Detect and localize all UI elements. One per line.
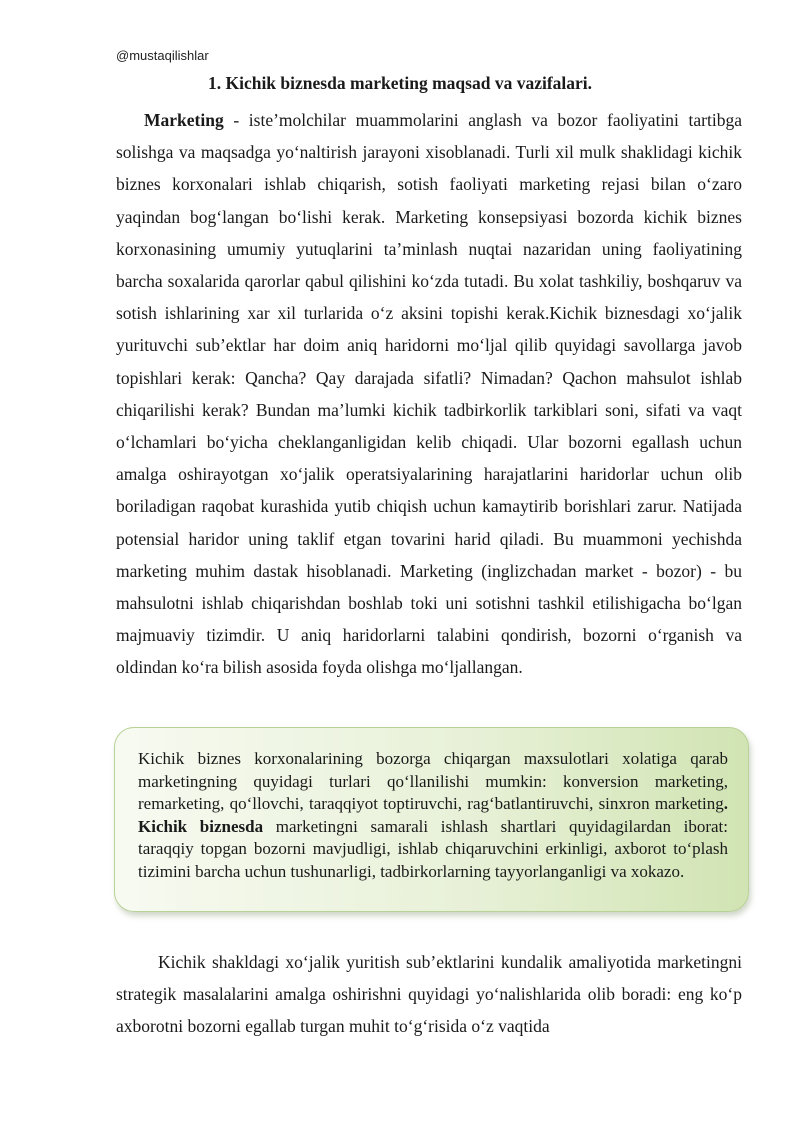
paragraph-strategic: [116, 946, 742, 1043]
box-text-part-a: Kichik biznes korxonalarining bozorga chiqargan maxsulotlari xolatiga qarab marketingning quyidagi turlari qo‘llanilishi mumkin: konversion marketing, remarketing, qo‘llovchi, taraqqiyot toptiruvchi, rag‘batlantiruvchi, sinxron marketing: [138, 749, 728, 814]
watermark: @mustaqilishlar: [116, 48, 209, 63]
term-marketing: Marketing: [144, 110, 224, 130]
paragraph-text: - iste’molchilar muammolarini anglash va bozor faoliyatini tartibga solishga va maqsadga yo‘naltirish jarayoni xisoblanadi. Turli xil mulk shaklidagi kichik biznes korxonalari ishlab chiqarish, sotish faoliyati marketing rejasi bilan o‘zaro yaqindan bog‘langan bo‘lishi kerak. Marketing konsepsiyasi bozorda kichik biznes korxonasining umumiy yutuqlarini ta’minlash nuqtai nazaridan uning faoliyatining barcha soxalarida qarorlar qabul qilishini ko‘zda tutadi. Bu xolat tashkiliy, boshqaruv va sotish ishlarining xar xil turlarida o‘z aksini topishi kerak.Kichik biznesdagi xo‘jalik yurituvchi sub’ektlar har doim aniq haridorni mo‘ljal qilib quyidagi savollarga javob topishlari kerak: Qancha? Qay darajada sifatli? Nimadan? Qachon mahsulot ishlab chiqarilishi kerak? Bundan ma’lumki kichik tadbirkorlik tarkiblari soni, sifati va vaqt o‘lchamlari bo‘yicha cheklanganligidan kelib chiqadi. Ular bozorni egallash uchun amalga oshirayotgan xo‘jalik operatsiyalarining harajatlarini haridorlar uchun olib boriladigan raqobat kurashida yutib chiqish uchun kamaytirib borishlari zarur. Natijada potensial haridor uning taklif etgan tovarini harid qiladi. Bu muammoni yechishda marketing muhim dastak hisoblanadi. Marketing (inglizchadan market - bozor) - bu mahsulotni ishlab chiqarishdan boshlab toki uni sotishni tashkil etilishigacha bo‘lgan majmuaviy tizimdir. U aniq haridorlarni talabini qondirish, bozorni o‘rganish va oldindan ko‘ra bilish asosida foyda olishga mo‘ljallangan.: [116, 110, 742, 678]
paragraph-text: Kichik shakldagi xo‘jalik yuritish sub’ektlarini kundalik amaliyotida marketingni strategik masalalarini amalga oshirishni quyidagi yo‘nalishlarida olib boradi: eng ko‘p axborotni bozorni egallab turgan muhit to‘g‘risida o‘z vaqtida: [116, 952, 742, 1037]
box-text-bold: . Kichik biznesda: [138, 794, 728, 836]
section-title: 1. Kichik biznesda marketing maqsad va vazifalari.: [207, 73, 593, 93]
paragraph-marketing-definition: [116, 104, 742, 684]
highlight-box-text: [138, 748, 728, 884]
box-text-part-b: marketingni samarali ishlash shartlari quyidagilardan iborat: taraqqiy topgan bozorni mavjudligi, ishlab chiqaruvchini erkinligi, axborot to‘plash tizimini barcha uchun tushunarligi, tadbirkorlarning tayyorlanganligi va xokazo.: [138, 816, 728, 881]
